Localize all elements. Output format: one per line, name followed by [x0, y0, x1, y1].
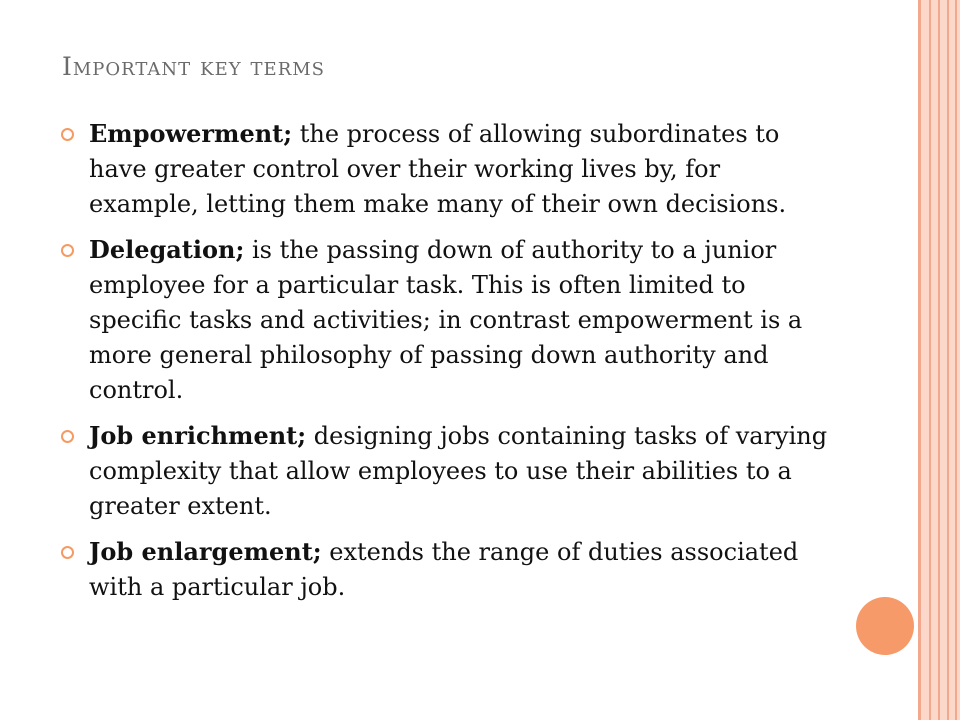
- term-definition: designing jobs containing tasks of varying complexity that allow employees to use their abilities to a greater extent.: [89, 422, 828, 520]
- decorative-stripe: [938, 0, 940, 720]
- list-item: [60, 116, 830, 222]
- bullet-circle-icon: [61, 128, 74, 141]
- decorative-side-band: [920, 0, 960, 720]
- list-item: [60, 232, 830, 408]
- term-label: Delegation;: [89, 235, 245, 264]
- term-definition: is the passing down of authority to a junior employee for a particular task. This is often limited to specific tasks and activities; in contrast empowerment is a more general philosophy of passing down authority and control.: [89, 236, 803, 404]
- bullet-list: [60, 116, 830, 615]
- decorative-stripe: [947, 0, 949, 720]
- list-item: [60, 418, 830, 524]
- decorative-stripe: [955, 0, 957, 720]
- term-definition: the process of allowing subordinates to have greater control over their working lives by, for example, letting them make many of their own decisions.: [89, 120, 787, 218]
- decorative-circle: [856, 597, 914, 655]
- term-definition: extends the range of duties associated with a particular job.: [89, 538, 799, 601]
- decorative-stripe: [929, 0, 931, 720]
- bullet-circle-icon: [61, 546, 74, 559]
- slide-title: Important key terms: [62, 52, 326, 81]
- decorative-stripe: [918, 0, 921, 720]
- bullet-circle-icon: [61, 430, 74, 443]
- term-label: Job enlargement;: [89, 537, 322, 566]
- term-label: Job enrichment;: [89, 421, 307, 450]
- list-item: [60, 534, 830, 605]
- bullet-circle-icon: [61, 244, 74, 257]
- term-label: Empowerment;: [89, 119, 293, 148]
